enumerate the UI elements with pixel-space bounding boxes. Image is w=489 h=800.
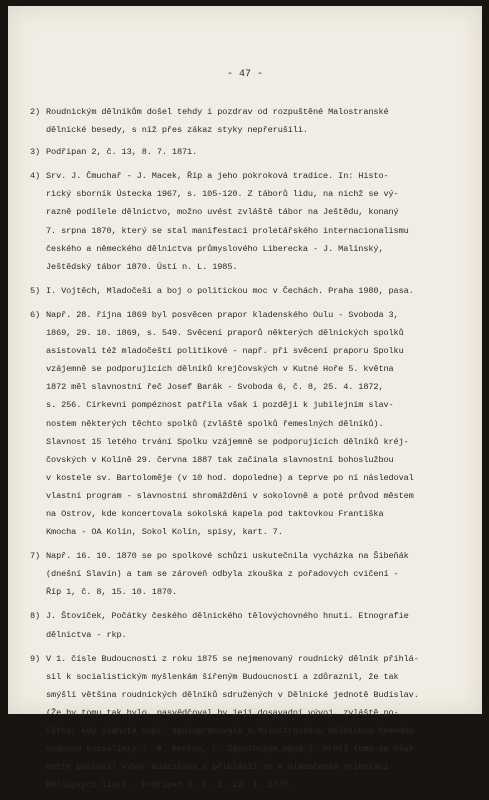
footnote-5 <box>30 282 470 300</box>
footnote-line: rický sborník Ústecka 1967, s. 105-120. Z táborů lidu, na nichž se vý- <box>46 189 399 200</box>
footnote-line: J. Štovíček, Počátky českého dělnického tělovýchovného hnutí. Etnografie <box>46 611 409 622</box>
footnote-line: Srv. J. Čmuchař - J. Macek, Říp a jeho pokroková tradice. In: Histo- <box>46 171 389 182</box>
footnote-6 <box>30 306 470 541</box>
footnote-line: nostem některých těchto spolků (zvláště spolků řemeslných dělníků). <box>46 418 384 429</box>
page-number: - 47 - <box>226 69 263 80</box>
footnote-line: sil k socialistickým myšlenkám šířeným Budoucností a zdůraznil, že tak <box>46 671 399 682</box>
footnote-line: ostře postavil výbor Budislava a přihlásil se k mladočeské orientaci <box>46 762 389 773</box>
footnote-line: razně podílele dělnictvo, možno uvést zvláště tábor na Ještědu, konaný <box>46 207 399 218</box>
footnote-line: dělnické besedy, s níž přes zákaz styky nepřerušili. <box>46 125 308 136</box>
footnote-line: 1869, 29. 10. 1869, s. 549. Svěcení praporů některých dělnických spolků <box>46 328 404 339</box>
footnote-line: s. 256. Církevní pompéznost patřila však i později k jubilejním slav- <box>46 400 394 411</box>
footnote-line: Říp 1, č. 8, 15. 10. 1870. <box>46 587 177 598</box>
footnote-line: Slavnost 15 letého trvání Spolku vzájemně se podporujících dělníků kréj- <box>46 436 409 447</box>
footnote-2 <box>30 103 470 139</box>
footnote-number: 9) <box>30 653 41 664</box>
footnote-line: v kostele sv. Bartoloměje (v 10 hod. dopoledne) a teprve po ní následoval <box>46 472 414 483</box>
footnote-8 <box>30 607 470 643</box>
footnote-number: 7) <box>30 551 41 562</box>
footnote-line: V 1. čísle Budoucnosti z roku 1875 se nejmenovaný roudnický dělník přihlá- <box>46 653 419 664</box>
footnote-line: (dnešní Slavín) a tam se zároveň odbyla zkouška z pořadových cvičení - <box>46 569 399 580</box>
footnote-line: smýšlí většina roudnických dělníků sdružených v Dělnické jednotě Budislav. <box>46 689 419 700</box>
footnote-line: čátky, kdy jednota např. spolupracovala s Malostranskou dělnickou besedou <box>46 726 414 736</box>
footnote-line: vzájemně se podporujících dělníků krejčovských v Kutné Hoře 5. května <box>46 364 394 375</box>
footnote-line: Kmocha - OA Kolín, Sokol Kolín, spisy, kart. 7. <box>46 527 283 538</box>
footnote-line: (Že by tomu tak bylo, nasvědčoval by její dosavadní vývoj, zvláště po- <box>46 707 399 718</box>
footnote-4 <box>30 167 470 276</box>
footnote-line: českého a německého dělnictva průmyslového Liberecka - J. Malínský, <box>46 243 384 254</box>
footnote-line: Dělnických listů - Podřipan 6, č. 2, 23. 1. 1875. <box>46 780 293 791</box>
footnote-line: Např. 16. 10. 1870 se po spolkové schůzi uskutečnila vycházka na Šibeňák <box>46 551 409 562</box>
footnote-7 <box>30 547 470 601</box>
footnote-line: Např. 28. října 1869 byl posvěcen prapor kladenského Oulu - Svoboda 3, <box>46 309 399 320</box>
footnote-line: Podřipan 2, č. 13, 8. 7. 1871. <box>46 147 198 158</box>
footnotes-list <box>30 103 470 800</box>
footnote-line: Roudnickým dělníkům došel tehdy i pozdrav od rozpuštěné Malostranské <box>46 107 389 117</box>
footnote-line: vedenou socialisty J. B. Peckou, L. Zápotockým apod.). Proti tomu se však <box>46 744 414 755</box>
footnote-line: 1872 měl slavnostní řeč Josef Barák - Svoboda 6, č. 8, 25. 4. 1872, <box>46 382 384 393</box>
footnote-9 <box>30 650 470 795</box>
footnote-number: 4) <box>30 171 41 182</box>
footnote-number: 5) <box>30 285 41 296</box>
footnote-line: 7. srpna 1870, který se stal manifestací proletářského internacionalismu <box>46 225 409 236</box>
footnote-number: 3) <box>30 147 41 158</box>
footnote-line: dělnictva - rkp. <box>46 629 127 640</box>
footnote-number: 2) <box>30 107 41 117</box>
footnote-number: 8) <box>30 611 41 622</box>
footnote-3 <box>30 143 470 161</box>
footnote-line: čovských v Kolíně 29. června 1887 tak začínala slavnostní bohoslužbou <box>46 454 394 465</box>
footnote-number: 6) <box>30 309 41 320</box>
footnote-line: Ještědský tábor 1870. Ústí n. L. 1985. <box>46 261 238 272</box>
footnote-line: vlastní program - slavnostní shromáždění v sokolovně a poté průvod městem <box>46 490 414 501</box>
footnote-line: na Ostrov, kde koncertovala sokolská kapela pod taktovkou Františka <box>46 508 384 519</box>
footnote-line: I. Vojtěch, Mladočeši a boj o politickou moc v Čechách. Praha 1980, pasa. <box>46 285 414 296</box>
document-page <box>8 6 482 791</box>
footnote-line: asistovali též mladočeští politikové - např. při svěcení praporu Spolku <box>46 346 404 357</box>
